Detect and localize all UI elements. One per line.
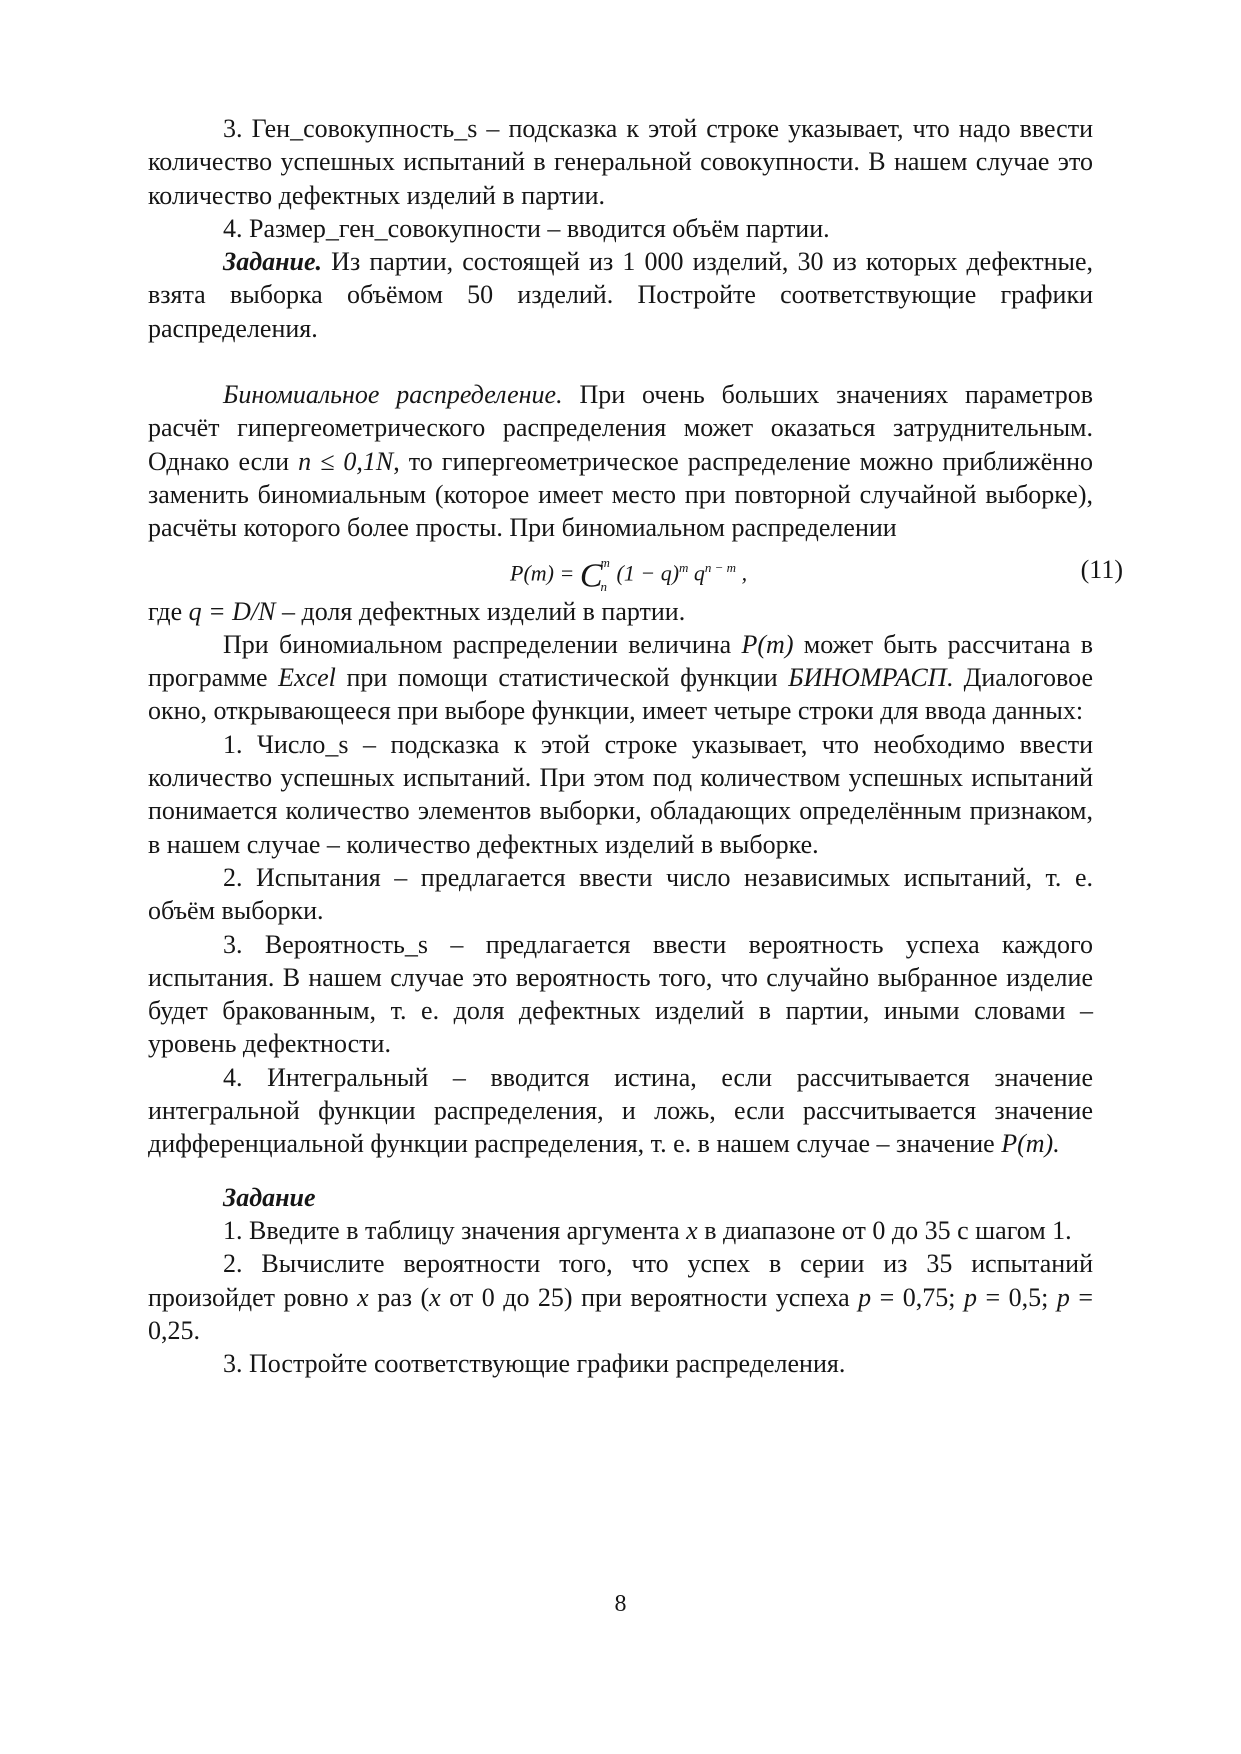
formula-expression bbox=[510, 551, 747, 593]
excel-function-name: БИНОМРАСП bbox=[788, 663, 947, 693]
t2-p2: p bbox=[963, 1282, 977, 1312]
where-q-def: q = D/N bbox=[188, 596, 276, 626]
formula-q: q bbox=[688, 559, 705, 585]
t2-text-d: = 0,75; bbox=[871, 1282, 964, 1312]
t1-text-a: 1. Введите в таблицу значения аргумента bbox=[223, 1215, 687, 1245]
binomial-condition: n ≤ 0,1N bbox=[298, 446, 394, 476]
where-text-b: – доля дефектных изделий в партии. bbox=[275, 596, 686, 626]
task-step-3: 3. Постройте соответствующие графики распределения. bbox=[223, 1349, 846, 1379]
binomial-text-b: , то гипергеометрическое распределение можно приближённо заменить биномиальным (которое имеет место при повторной случайной выборке), расчёты которого более просты. При биномиальном распределении bbox=[148, 446, 1093, 543]
excel-text-d: . Диалоговое окно, открывающееся при выборе функции, имеет четыре строки для ввода данных: bbox=[148, 663, 1093, 726]
formula-coefficient-indices bbox=[600, 554, 617, 594]
formula-11 bbox=[148, 545, 1123, 595]
t2-x2: x bbox=[429, 1282, 441, 1312]
task-2-heading bbox=[148, 1181, 1093, 1214]
excel-text-b: может быть рассчитана в программе bbox=[148, 629, 1093, 693]
formula-exp-m: m bbox=[679, 559, 689, 575]
t1-text-b: в диапазоне от 0 до 35 с шагом 1. bbox=[697, 1215, 1072, 1245]
excel-name: Excel bbox=[278, 663, 336, 693]
task-2-label: Задание bbox=[223, 1182, 316, 1212]
task-label: Задание. bbox=[223, 247, 323, 277]
binomial-heading: Биномиальное распределение. bbox=[223, 380, 563, 410]
formula-binomial-coefficient: C bbox=[579, 556, 601, 594]
where-text-a: где bbox=[148, 596, 189, 626]
t2-text-e: = 0,5; bbox=[976, 1282, 1057, 1312]
excel-text-a: При биномиальном распределении величина bbox=[223, 629, 742, 659]
paragraph-gen-population: 3. Ген_совокупность_s – подсказка к этой строке указывает, что надо ввести количество успешных испытаний в генеральной совокупности. В нашем случае это количество дефектных изделий в партии. bbox=[148, 114, 1093, 210]
item4-text: 4. Интегральный – вводится истина, если рассчитывается значение интегральной функции распределения, и ложь, если рассчитывается значение дифференциальной функции распределения, т. е. в нашем случае – значение bbox=[148, 1062, 1093, 1159]
list-item-1: 1. Число_s – подсказка к этой строке указывает, что необходимо ввести количество успешных испытаний. При этом под количеством успешных испытаний понимается количество элементов выборки, обладающих определённым признаком, в нашем случае – количество дефектных изделий в выборке. bbox=[148, 729, 1093, 859]
formula-exp-n-minus-m: n − m bbox=[704, 559, 737, 575]
formula-lhs: P(m) = bbox=[510, 559, 580, 585]
paragraph-excel bbox=[148, 628, 1093, 728]
task-text: Из партии, состоящей из 1 000 изделий, 30 из которых дефектные, взята выборка объёмом 50 изделий. Постройте соответствующие графики распределения. bbox=[148, 247, 1093, 343]
formula-coef-sup: m bbox=[600, 554, 610, 570]
task-step-1 bbox=[148, 1214, 1093, 1247]
t2-p3: p bbox=[1056, 1282, 1070, 1312]
paragraph-population-size: 4. Размер_ген_совокупности – вводится объём партии. bbox=[223, 213, 830, 243]
excel-text-c: при помощи статистической функции bbox=[335, 663, 789, 693]
t2-x1: x bbox=[357, 1282, 369, 1312]
item4-pm: P(m). bbox=[1001, 1129, 1060, 1159]
formula-comma: , bbox=[736, 559, 748, 585]
page-body bbox=[148, 112, 1123, 1380]
list-item-2: 2. Испытания – предлагается ввести число независимых испытаний, т. е. объём выборки. bbox=[148, 862, 1093, 926]
t1-x: x bbox=[686, 1215, 698, 1245]
excel-pm: P(m) bbox=[741, 629, 794, 659]
paragraph-where-q bbox=[148, 595, 1093, 628]
t2-text-f: = 0,25. bbox=[148, 1282, 1094, 1345]
t2-p1: p bbox=[858, 1282, 872, 1312]
t2-text-b: раз ( bbox=[368, 1282, 430, 1312]
page-number: 8 bbox=[614, 1591, 627, 1617]
binomial-text-a: При очень больших значениях параметров расчёт гипергеометрического распределения может оказаться затруднительным. Однако если bbox=[148, 380, 1094, 476]
formula-coef-sub: n bbox=[600, 578, 608, 594]
t2-text-a: 2. Вычислите вероятности того, что успех в серии из 35 испытаний произойдет ровно bbox=[148, 1249, 1093, 1312]
list-item-4 bbox=[148, 1061, 1093, 1161]
paragraph-task-1 bbox=[148, 245, 1093, 345]
list-item-3: 3. Вероятность_s – предлагается ввести вероятность успеха каждого испытания. В нашем случае это вероятность того, что случайно выбранное изделие будет бракованным, т. е. доля дефектных изделий в партии, иными словами – уровень дефектности. bbox=[148, 929, 1093, 1059]
task-step-2 bbox=[148, 1247, 1093, 1347]
paragraph-binomial-intro bbox=[148, 378, 1093, 544]
formula-one-minus-q: (1 − q) bbox=[616, 559, 680, 585]
equation-number: (11) bbox=[1080, 554, 1123, 584]
t2-text-c: от 0 до 25) при вероятности успеха bbox=[440, 1282, 859, 1312]
